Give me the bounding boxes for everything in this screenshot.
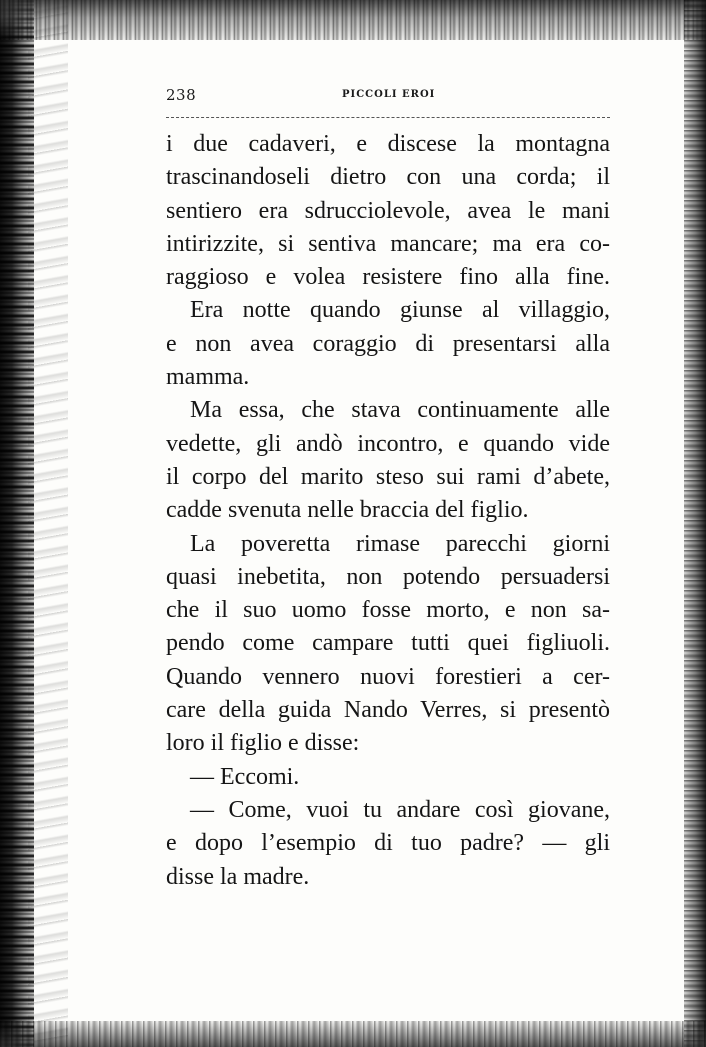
- book-title: PICCOLI EROI: [342, 89, 436, 100]
- text-line: loro il figlio e disse:: [166, 730, 360, 757]
- text-line: quasi inebetita, non potendo persuadersi: [166, 563, 610, 590]
- text-line: il corpo del marito steso sui rami d’abete,: [166, 463, 610, 490]
- text-line: i due cadaveri, e discese la montagna: [166, 131, 610, 157]
- scan-edge-left-speckle: [28, 0, 68, 1047]
- text-line: care della guida Nando Verres, si presentò: [166, 697, 610, 724]
- body-text: [166, 128, 610, 894]
- header-rule: [166, 117, 610, 118]
- paragraph-start-line: Ma essa, che stava continuamente alle: [190, 397, 610, 424]
- text-line: e non avea coraggio di presentarsi alla: [166, 330, 610, 357]
- text-line: Quando vennero nuovi forestieri a cer-: [166, 663, 610, 690]
- text-line: che il suo uomo fosse morto, e non sa-: [166, 597, 610, 624]
- text-line: pendo come campare tutti quei figliuoli.: [166, 630, 610, 657]
- scan-edge-bottom: [0, 1021, 706, 1047]
- paragraph-start-line: Era notte quando giunse al villaggio,: [190, 297, 610, 324]
- text-line: intirizzite, si sentiva mancare; ma era co-: [166, 230, 610, 257]
- running-head: [166, 86, 610, 112]
- text-line: cadde svenuta nelle braccia del figlio.: [166, 497, 529, 524]
- dialogue-line: — Come, vuoi tu andare così giovane,: [190, 796, 610, 823]
- text-line: e dopo l’esempio di tuo padre? — gli: [166, 830, 610, 857]
- text-line: trascinandoseli dietro con una corda; il: [166, 164, 610, 191]
- scan-edge-top: [0, 0, 706, 40]
- text-line: disse la madre.: [166, 863, 310, 890]
- text-line: mamma.: [166, 364, 250, 391]
- dialogue-line: — Eccomi.: [190, 763, 300, 790]
- text-line: sentiero era sdrucciolevole, avea le mani: [166, 197, 610, 224]
- page-number: 238: [166, 86, 197, 104]
- text-line: raggioso e volea resistere fino alla fine.: [166, 264, 610, 291]
- text-line: vedette, gli andò incontro, e quando vide: [166, 430, 610, 457]
- scan-edge-right: [684, 0, 706, 1047]
- paragraph-start-line: La poveretta rimase parecchi giorni: [190, 530, 610, 557]
